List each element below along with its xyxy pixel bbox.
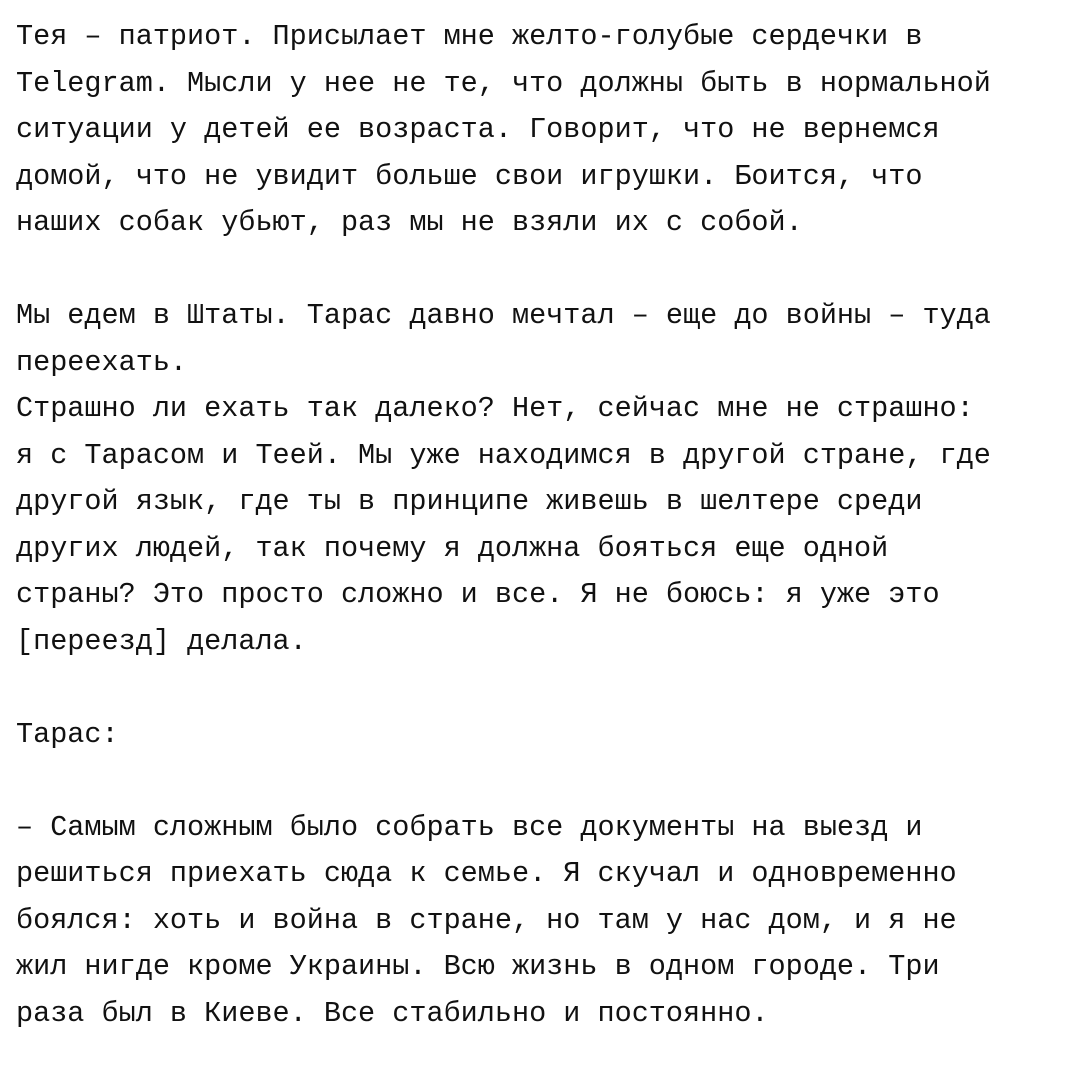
text-line: Страшно ли ехать так далеко? Нет, сейчас мне не страшно: bbox=[16, 392, 974, 425]
text-line: Мы едем в Штаты. Тарас давно мечтал – еще до войны – туда bbox=[16, 299, 991, 332]
text-line: другой язык, где ты в принципе живешь в шелтере среди bbox=[16, 485, 923, 518]
document-page bbox=[16, 14, 1076, 1037]
text-line: решиться приехать сюда к семье. Я скучал и одновременно bbox=[16, 857, 957, 890]
text-line: – Самым сложным было собрать все документы на выезд и bbox=[16, 810, 923, 844]
text-line: страны? Это просто сложно и все. Я не боюсь: я уже это bbox=[16, 578, 940, 611]
text-line: [переезд] делала. bbox=[16, 624, 307, 658]
text-line: переехать. bbox=[16, 345, 188, 379]
text-line: раза был в Киеве. Все стабильно и постоянно. bbox=[16, 996, 769, 1030]
paragraph-spacer bbox=[16, 758, 1076, 805]
text-line: Тея – патриот. Присылает мне желто-голубые сердечки в bbox=[16, 20, 923, 53]
text-line: домой, что не увидит больше свои игрушки. Боится, что bbox=[16, 159, 923, 193]
text-line: я с Тарасом и Теей. Мы уже находимся в другой стране, где bbox=[16, 438, 991, 472]
paragraph-thea bbox=[16, 14, 1076, 247]
paragraph-taras-quote bbox=[16, 805, 1076, 1038]
text-line: жил нигде кроме Украины. Всю жизнь в одном городе. Три bbox=[16, 950, 940, 983]
speaker-label: Тарас: bbox=[16, 717, 119, 751]
text-line: других людей, так почему я должна бояться еще одной bbox=[16, 531, 889, 565]
text-line: боялся: хоть и война в стране, но там у нас дом, и я не bbox=[16, 903, 957, 937]
paragraph-spacer bbox=[16, 247, 1076, 294]
paragraph-spacer bbox=[16, 665, 1076, 712]
text-line: наших собак убьют, раз мы не взяли их с собой. bbox=[16, 206, 803, 239]
text-line: Telegram. Мысли у нее не те, что должны быть в нормальной bbox=[16, 66, 991, 100]
paragraph-moving bbox=[16, 293, 1076, 665]
text-line: ситуации у детей ее возраста. Говорит, что не вернемся bbox=[16, 113, 940, 146]
